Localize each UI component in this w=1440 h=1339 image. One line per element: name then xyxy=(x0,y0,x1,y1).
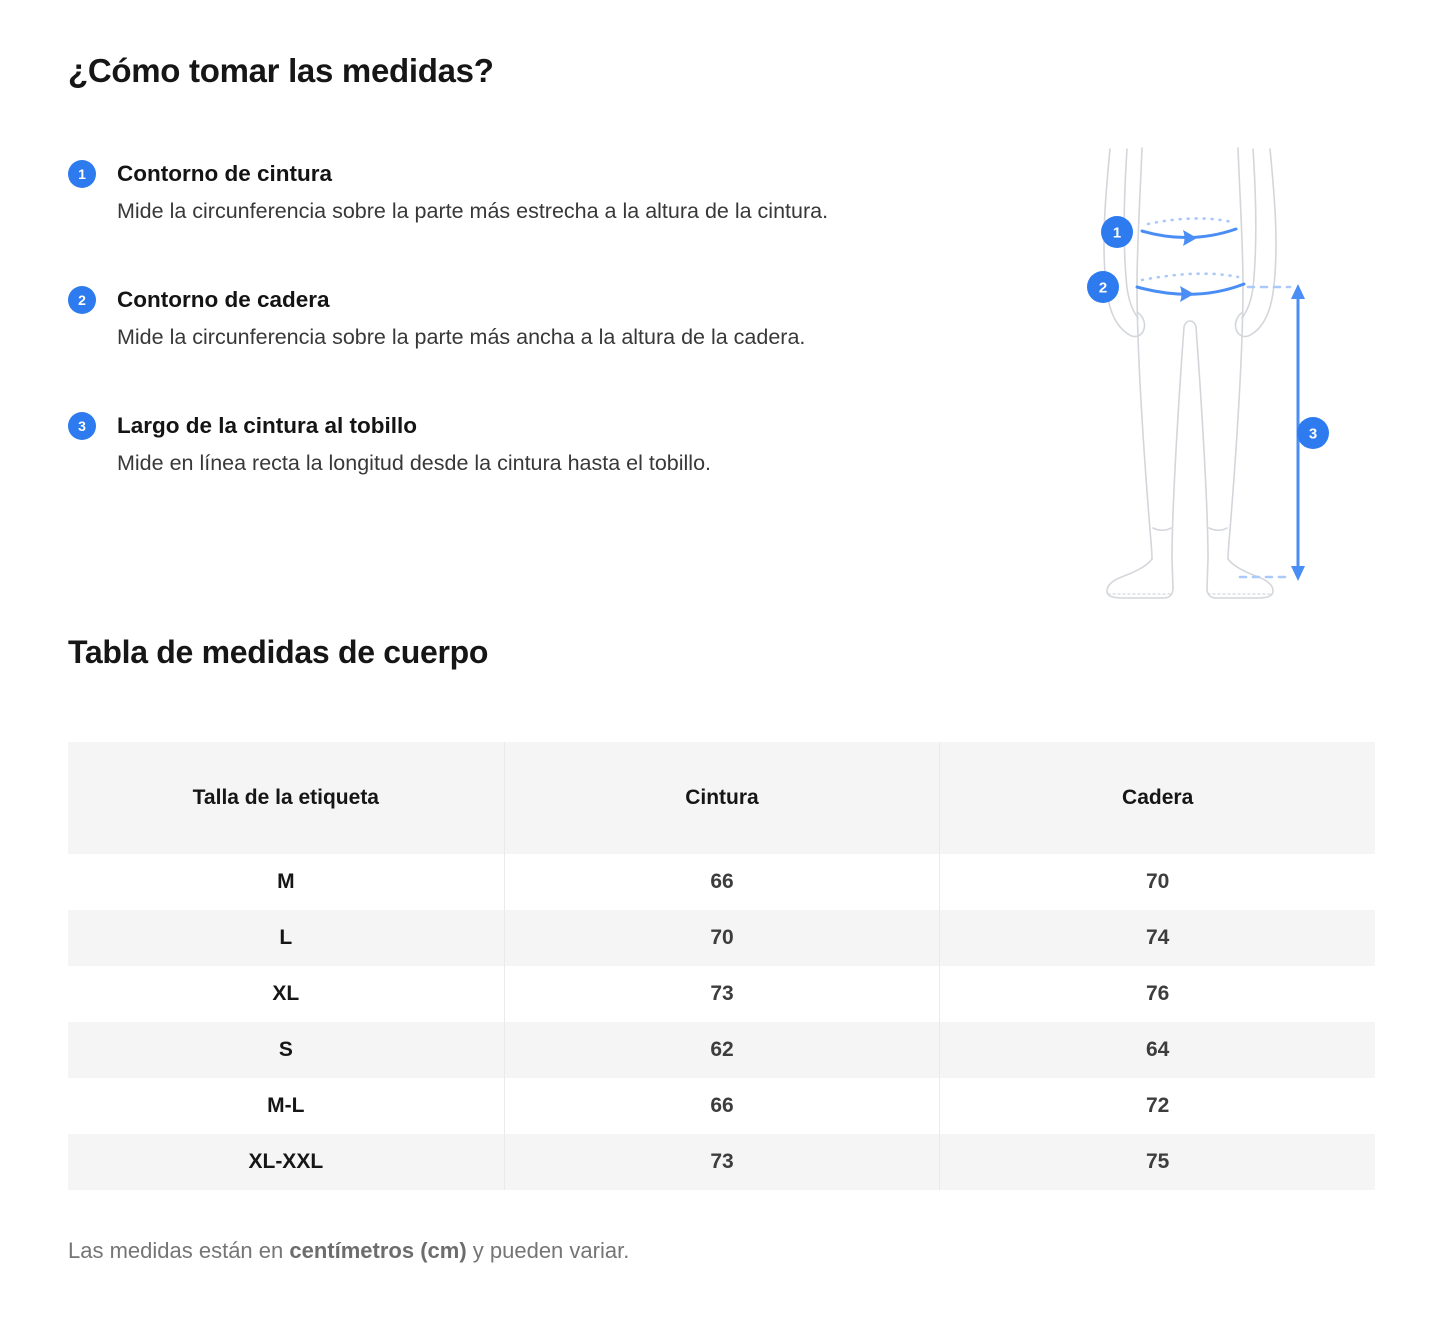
figure-badge-1-label: 1 xyxy=(1112,224,1122,242)
instruction-length xyxy=(68,412,958,480)
measurement-arrows xyxy=(1137,218,1305,581)
table-row xyxy=(68,1078,1375,1134)
table-row xyxy=(68,966,1375,1022)
figure-badge-3-label: 3 xyxy=(1308,425,1318,443)
waist-value: 73 xyxy=(504,1134,940,1190)
step-1-badge: 1 xyxy=(68,160,96,188)
instruction-length-title: Largo de la cintura al tobillo xyxy=(117,413,418,438)
hip-value: 74 xyxy=(939,910,1375,966)
size-label: S xyxy=(278,1038,293,1061)
hip-value: 64 xyxy=(939,1022,1375,1078)
instruction-waist-description: Mide la circunferencia sobre la parte más estrecha a la altura de la cintura. xyxy=(117,199,829,223)
table-section-title: Tabla de medidas de cuerpo xyxy=(68,634,489,670)
instruction-length-description: Mide en línea recta la longitud desde la cintura hasta el tobillo. xyxy=(117,451,712,475)
table-body xyxy=(68,854,1375,1190)
disclaimer-suffix: y pueden variar. xyxy=(466,1238,630,1263)
step-2-badge: 2 xyxy=(68,286,96,314)
waist-value: 66 xyxy=(504,854,940,910)
instruction-hip-title: Contorno de cadera xyxy=(117,287,330,312)
figure-badge-2-label: 2 xyxy=(1098,279,1108,297)
instruction-hip xyxy=(68,286,958,354)
waist-value: 66 xyxy=(504,1078,940,1134)
hip-value: 76 xyxy=(939,966,1375,1022)
instruction-hip-header xyxy=(68,286,958,314)
table-row xyxy=(68,854,1375,910)
length-down-arrowhead-icon xyxy=(1291,566,1305,581)
size-label: M xyxy=(277,870,295,893)
size-label: XL-XXL xyxy=(248,1150,324,1173)
column-header-waist: Cintura xyxy=(504,742,940,854)
column-header-size: Talla de la etiqueta xyxy=(192,786,379,809)
figure-step-badges xyxy=(1087,216,1329,449)
waist-back-dashed-line xyxy=(1148,218,1232,224)
waist-value: 73 xyxy=(504,966,940,1022)
length-up-arrowhead-icon xyxy=(1291,284,1305,299)
step-3-badge: 3 xyxy=(68,412,96,440)
column-header-hip: Cadera xyxy=(939,742,1375,854)
hip-value: 70 xyxy=(939,854,1375,910)
body-measurement-illustration xyxy=(1080,145,1340,615)
table-row xyxy=(68,1134,1375,1190)
disclaimer-units: centímetros (cm) xyxy=(289,1238,467,1263)
units-disclaimer xyxy=(68,1238,629,1264)
instruction-length-header xyxy=(68,412,958,440)
page-title: ¿Cómo tomar las medidas? xyxy=(68,52,494,89)
hip-value: 72 xyxy=(939,1078,1375,1134)
instruction-waist xyxy=(68,160,958,228)
size-label: M-L xyxy=(267,1094,305,1117)
waist-value: 70 xyxy=(504,910,940,966)
instruction-waist-title: Contorno de cintura xyxy=(117,161,332,186)
measurement-instructions xyxy=(68,160,958,538)
table-header-row xyxy=(68,742,1375,854)
waist-value: 62 xyxy=(504,1022,940,1078)
waist-arrowhead-icon xyxy=(1183,230,1197,246)
disclaimer-prefix: Las medidas están en xyxy=(68,1238,290,1263)
body-measurements-table xyxy=(68,742,1375,1190)
table-row xyxy=(68,1022,1375,1078)
size-label: XL xyxy=(272,982,300,1005)
instruction-hip-description: Mide la circunferencia sobre la parte más ancha a la altura de la cadera. xyxy=(117,325,806,349)
instruction-waist-header xyxy=(68,160,958,188)
hip-back-dashed-line xyxy=(1142,274,1238,280)
table-row xyxy=(68,910,1375,966)
hip-arrowhead-icon xyxy=(1180,286,1194,302)
figure-outline xyxy=(1104,148,1276,598)
size-label: L xyxy=(279,926,293,949)
hip-value: 75 xyxy=(939,1134,1375,1190)
lower-body-figure-icon xyxy=(1080,145,1340,615)
